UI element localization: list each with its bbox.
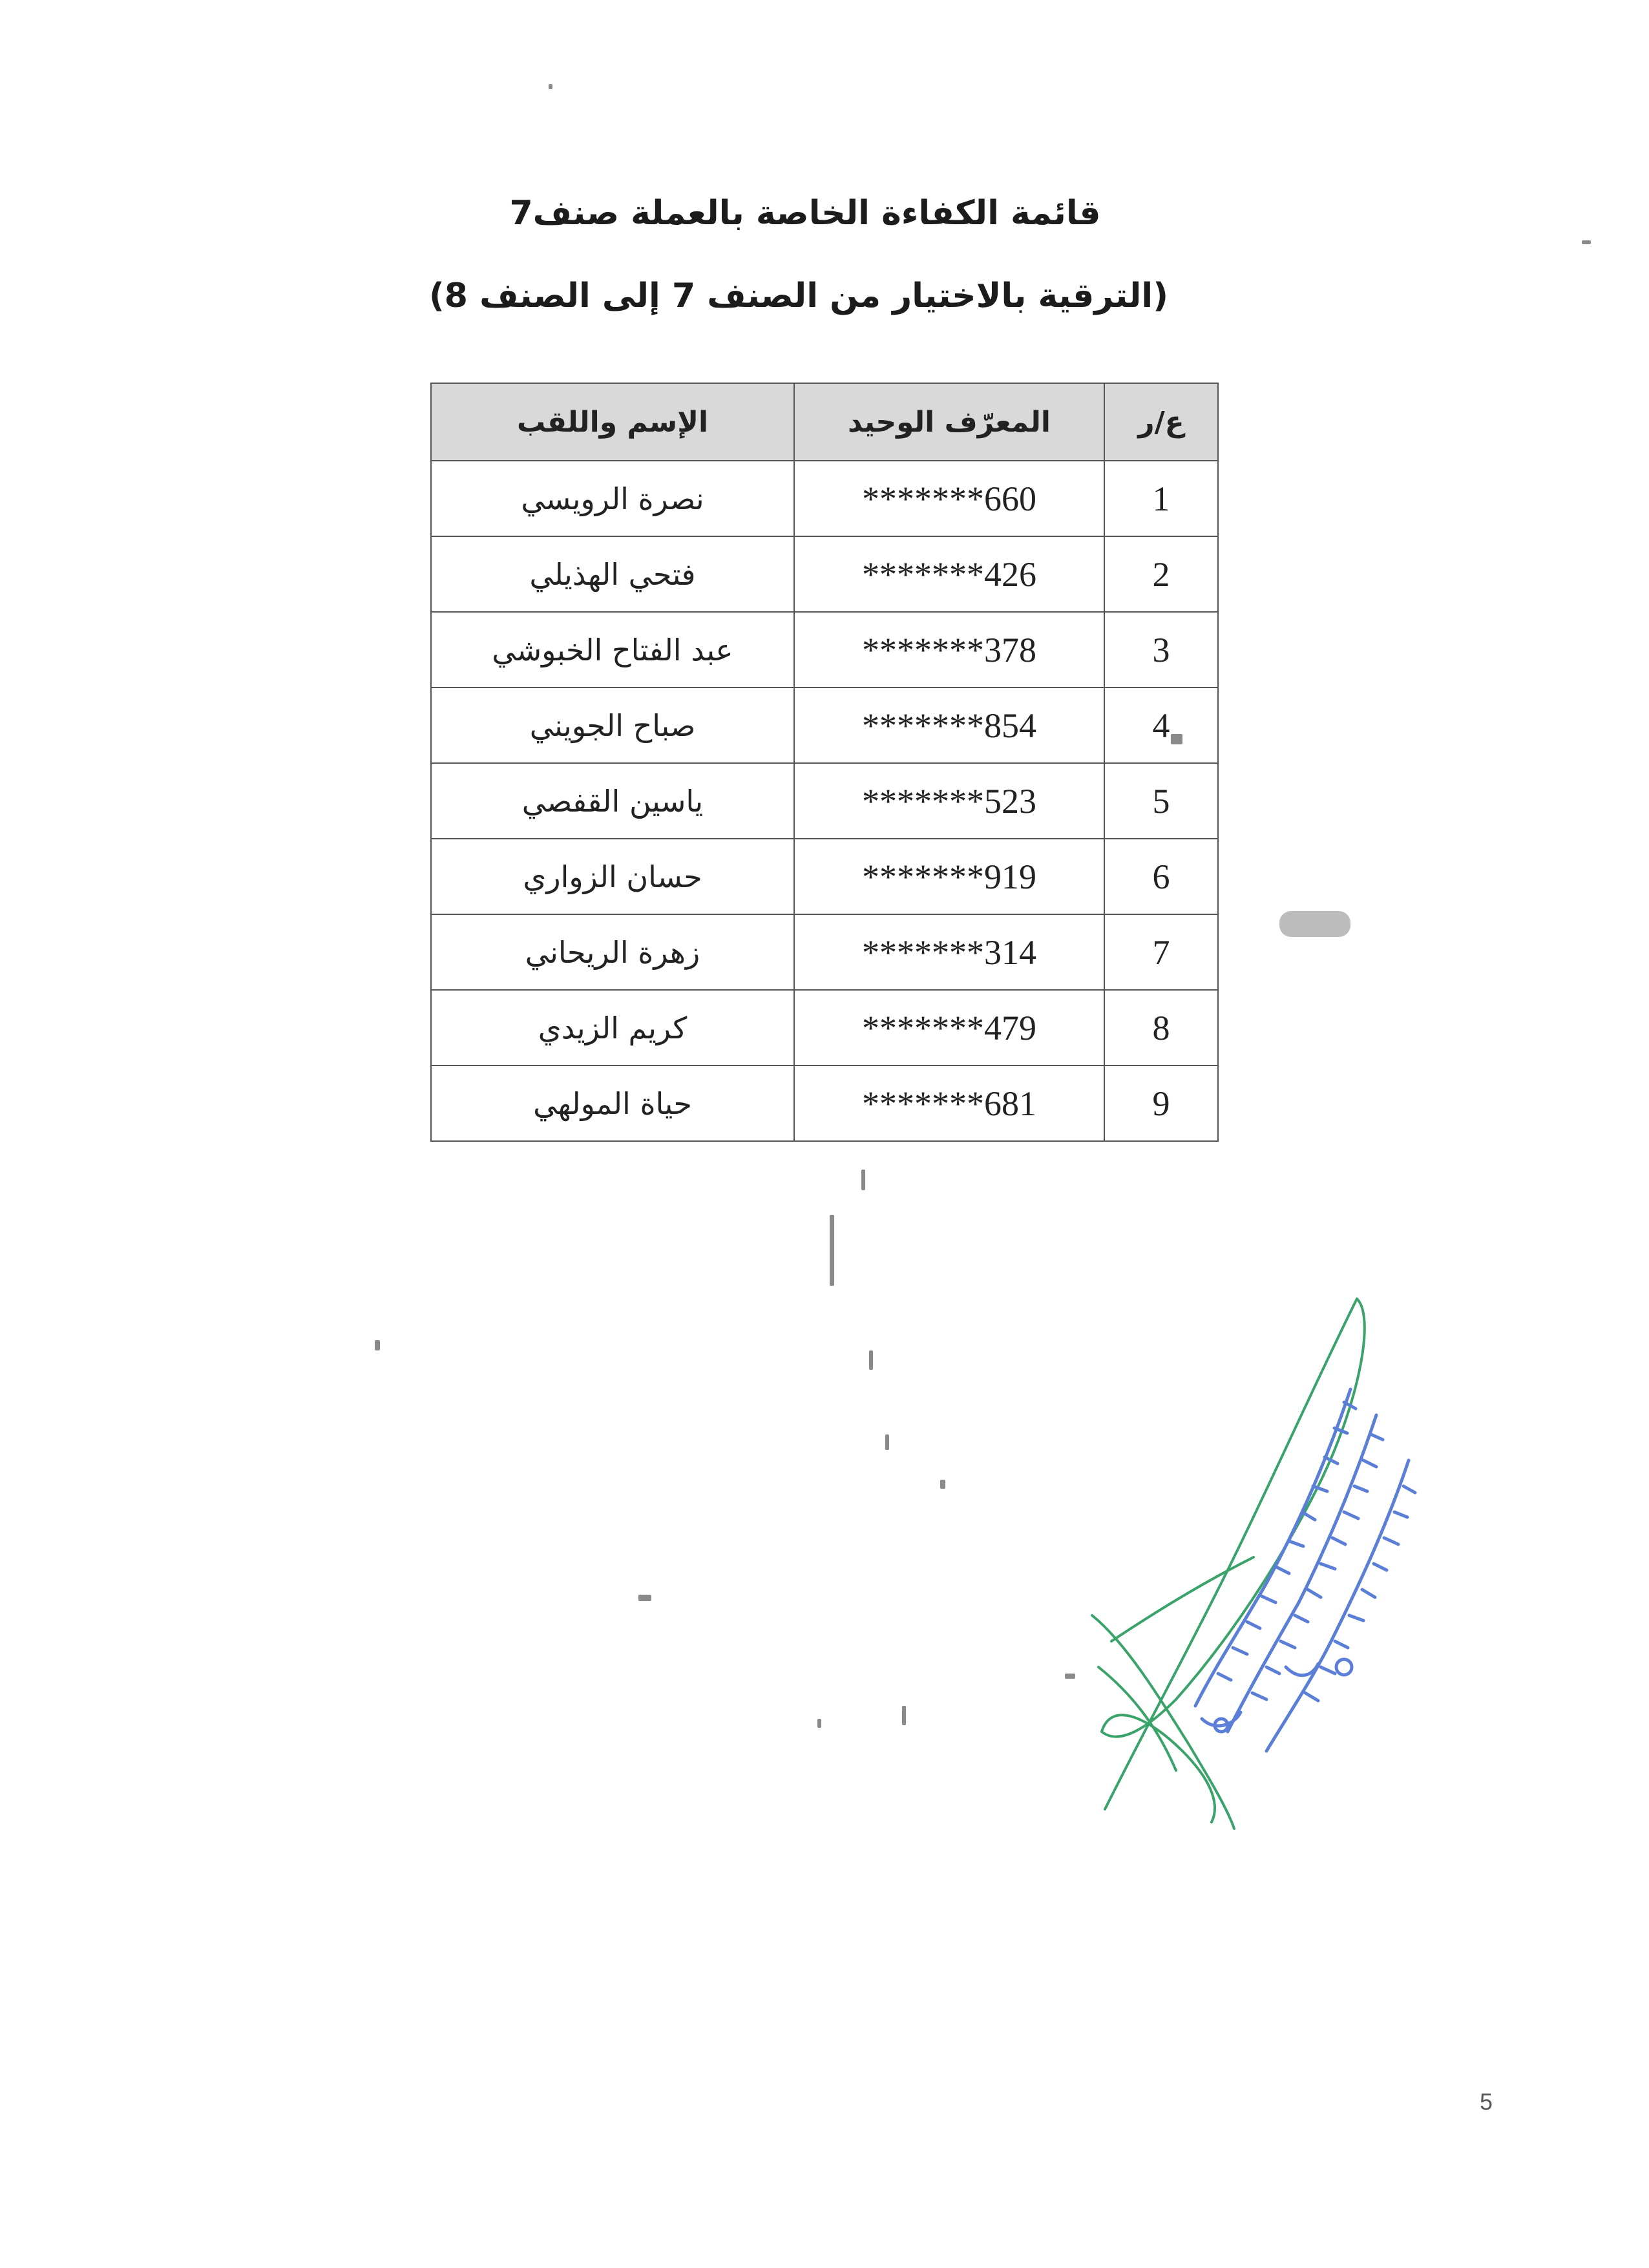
row-number: 5 — [1104, 763, 1218, 839]
scan-speck — [902, 1706, 906, 1725]
row-name: صباح الجويني — [431, 688, 794, 763]
row-id: *******426 — [794, 536, 1104, 612]
header-number: ع/ر — [1104, 383, 1218, 461]
row-number: 4 — [1104, 688, 1218, 763]
table-row — [431, 914, 1218, 990]
row-number: 9 — [1104, 1066, 1218, 1141]
row-name: ياسين القفصي — [431, 763, 794, 839]
row-name: حسان الزواري — [431, 839, 794, 914]
table-row — [431, 763, 1218, 839]
scan-speck — [1279, 911, 1350, 937]
row-id: *******854 — [794, 688, 1104, 763]
row-number: 2 — [1104, 536, 1218, 612]
row-number: 6 — [1104, 839, 1218, 914]
scan-speck — [885, 1434, 889, 1450]
scan-speck — [830, 1215, 834, 1286]
table-row — [431, 536, 1218, 612]
scan-speck — [869, 1350, 873, 1370]
row-id: *******378 — [794, 612, 1104, 688]
row-name: حياة المولهي — [431, 1066, 794, 1141]
table-row — [431, 688, 1218, 763]
table-row — [431, 990, 1218, 1066]
row-number: 3 — [1104, 612, 1218, 688]
document-title: قائمة الكفاءة الخاصة بالعملة صنف7 — [509, 194, 1101, 233]
row-id: *******660 — [794, 461, 1104, 536]
table-row — [431, 1066, 1218, 1141]
row-number: 1 — [1104, 461, 1218, 536]
header-id: المعرّف الوحيد — [794, 383, 1104, 461]
row-id: *******681 — [794, 1066, 1104, 1141]
row-id: *******479 — [794, 990, 1104, 1066]
row-name: عبد الفتاح الخبوشي — [431, 612, 794, 688]
row-number: 8 — [1104, 990, 1218, 1066]
scan-speck — [1171, 734, 1182, 744]
scan-speck — [940, 1480, 945, 1489]
scan-speck — [375, 1340, 380, 1350]
personnel-table — [430, 383, 1219, 1142]
scan-speck — [1065, 1674, 1075, 1679]
row-number: 7 — [1104, 914, 1218, 990]
row-name: فتحي الهذيلي — [431, 536, 794, 612]
scan-speck — [1582, 240, 1591, 244]
page-number: 5 — [1479, 2088, 1493, 2115]
row-name: كريم الزيدي — [431, 990, 794, 1066]
row-id: *******314 — [794, 914, 1104, 990]
signature-stamp — [1073, 1279, 1434, 1835]
row-id: *******919 — [794, 839, 1104, 914]
scan-speck — [638, 1595, 651, 1601]
scan-speck — [861, 1170, 865, 1190]
table-row — [431, 612, 1218, 688]
table-row — [431, 839, 1218, 914]
scan-speck — [549, 84, 552, 89]
scan-speck — [817, 1719, 821, 1728]
row-name: نصرة الرويسي — [431, 461, 794, 536]
table-header-row — [431, 383, 1218, 461]
document-subtitle: (الترقية بالاختيار من الصنف 7 إلى الصنف 8) — [429, 277, 1168, 315]
row-name: زهرة الريحاني — [431, 914, 794, 990]
table-row — [431, 461, 1218, 536]
row-id: *******523 — [794, 763, 1104, 839]
header-name: الإسم واللقب — [431, 383, 794, 461]
